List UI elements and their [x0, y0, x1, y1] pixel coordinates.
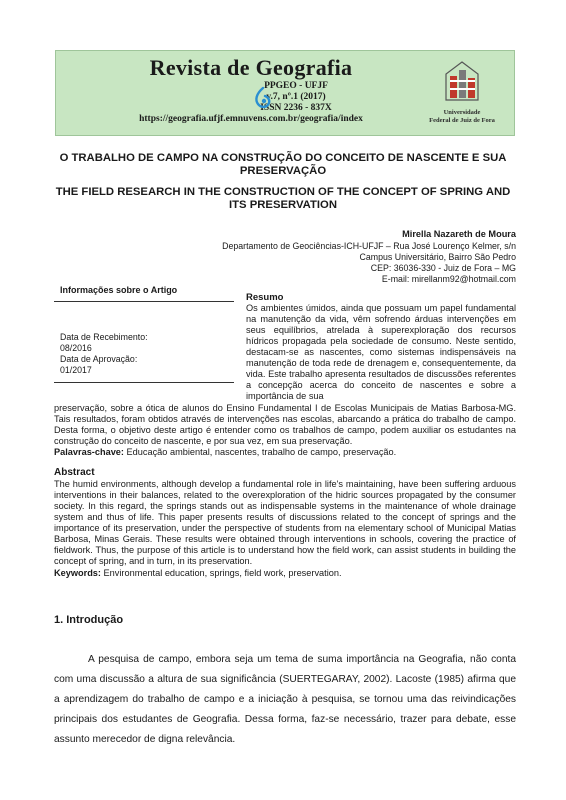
article-title-en: THE FIELD RESEARCH IN THE CONSTRUCTION OF THE CONCEPT OF SPRING AND ITS PRESERVATION [55, 186, 511, 211]
journal-info [66, 55, 436, 125]
university-name-line1: Universidade [443, 109, 481, 116]
journal-title: Revista de Geografia [149, 55, 353, 80]
journal-issn: ISSN 2236 - 837X [260, 103, 332, 113]
author-block [222, 229, 516, 285]
ufjf-emblem-icon [442, 60, 482, 104]
section-title: 1. Introdução [54, 614, 124, 626]
resumo-text-part1: Os ambientes úmidos, ainda que possuam um papel fundamental na manutenção da vida, vêm sofrendo árduas intervenções em seus equilíbrios, atrelada à superexploração dos recursos hídricos propagada pela sociedade de consumo. Neste sentido, destacam-se as nascentes, como sistemas indispensáveis na manutenção de toda rede de drenagem e, consequentemente, da vida. Este trabalho apresenta resultados de discussões referentes a concepção acerca do conceito de nascentes e sobre a importância de sua [246, 303, 516, 401]
resumo-keywords-label: Palavras-chave: [54, 447, 124, 457]
approved-label: Data de Aprovação: [60, 354, 138, 364]
abstract-keywords [54, 568, 342, 579]
university-logo [417, 60, 507, 130]
author-postal: CEP: 36036-330 - Juiz de Fora – MG [370, 263, 516, 273]
abstract-keywords-label: Keywords: [54, 568, 101, 578]
info-heading: Informações sobre o Artigo [60, 285, 178, 295]
received-date: 08/2016 [60, 343, 92, 353]
abstract-heading: Abstract [54, 467, 95, 478]
author-name: Mirella Nazareth de Moura [402, 229, 516, 239]
resumo-keywords [54, 447, 516, 458]
info-dates [60, 332, 148, 376]
approved-date: 01/2017 [60, 365, 92, 375]
university-name-line2: Federal de Juiz de Fora [429, 116, 495, 124]
abstract-keywords-value: Environmental education, springs, field work, preservation. [100, 568, 342, 578]
info-divider-top [54, 301, 234, 302]
received-label: Data de Recebimento: [60, 332, 148, 342]
info-divider-bottom [54, 382, 234, 383]
resumo-heading: Resumo [246, 292, 284, 303]
author-affiliation: Departamento de Geociências-ICH-UFJF – Rua José Lourenço Kelmer, s/n [222, 241, 516, 251]
resumo-keywords-value: Educação ambiental, nascentes, trabalho de campo, preservação. [123, 447, 397, 457]
author-email[interactable]: E-mail: mirellanm92@hotmail.com [381, 274, 516, 284]
article-title-pt: O TRABALHO DE CAMPO NA CONSTRUÇÃO DO CONCEITO DE NASCENTE E SUA PRESERVAÇÃO [59, 152, 507, 177]
article-info-box [54, 282, 234, 390]
journal-logo-icon [252, 86, 274, 110]
author-campus: Campus Universitário, Bairro São Pedro [359, 252, 516, 262]
abstract-text: The humid environments, although develop a fundamental role in life's maintaining, have been suffering arduous interventions in their balances, related to the overexploration of the hidric sources propagated by the consumer society. In this regard, the springs stands out as indispensable systems in the maintenance of whole drainage system and thus of life. This paper presents results of discussions related to the concept of springs and the importance of its preservation, under the perspective of students from na elementary school of Municipal Matias Barbosa, Minas Gerais. These results were obtained through interventions in schools, covering the practice of fieldwork. Thus, the purpose of this article is to understand how the field work, can assist students in building the concept of spring, and in turn, in its preservation. [54, 479, 516, 566]
journal-program: PPGEO - UFJF [264, 81, 328, 91]
intro-paragraph: A pesquisa de campo, embora seja um tema de suma importância na Geografia, não conta com uma discussão a altura de sua significância (SUERTEGARAY, 2002). Lacoste (1985) afirma que a aprendizagem do trabalho de campo e a iniciação à pesquisa, se tornou uma das reivindicações principais dos estudantes de Geografia. Dessa forma, faz-se necessário, trazer para debate, esse assunto merecedor de digna relevância. [54, 654, 516, 745]
journal-url[interactable]: https://geografia.ufjf.emnuvens.com.br/geografia/index [139, 114, 363, 124]
resumo-text-part2: preservação, sobre a ótica de alunos do Ensino Fundamental I de Escolas Municipais de Matias Barbosa-MG. Tais resultados, foram obtidos através de intervenções nas escolas, abarcando a prática do trabalho de campo. Desta forma, o objetivo deste artigo é entender como os trabalhos de campo, podem auxiliar os estudantes na construção do conceito de nascente, e por sua vez, em sua preservação. [54, 403, 516, 446]
journal-volume: v.7, nº.1 (2017) [266, 92, 326, 102]
